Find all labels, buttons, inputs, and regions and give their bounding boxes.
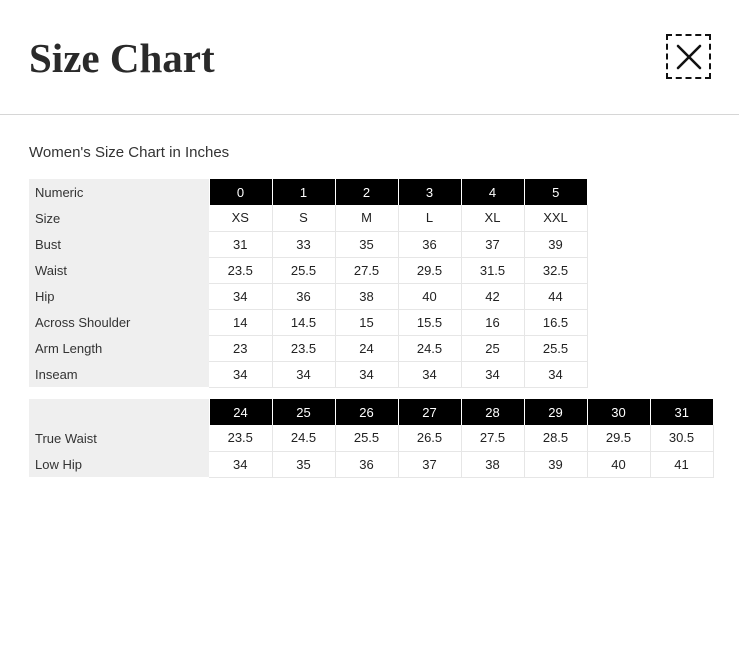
table-row xyxy=(29,309,587,335)
modal-header xyxy=(0,0,739,115)
chart-subtitle: Women's Size Chart in Inches xyxy=(29,144,230,161)
table-cell: 37 xyxy=(398,451,461,477)
size-table-waist xyxy=(29,399,714,478)
table-cell: 34 xyxy=(272,361,335,387)
column-header: 31 xyxy=(650,399,713,425)
row-label: Low Hip xyxy=(29,451,209,477)
table-cell: 14 xyxy=(209,309,272,335)
column-header: 1 xyxy=(272,179,335,205)
table-cell: 42 xyxy=(461,283,524,309)
table-cell: 24 xyxy=(335,335,398,361)
table-cell: 35 xyxy=(335,231,398,257)
table-cell: 33 xyxy=(272,231,335,257)
table-cell: 34 xyxy=(209,451,272,477)
table-row xyxy=(29,283,587,309)
table-cell: 40 xyxy=(587,451,650,477)
table-cell: 25.5 xyxy=(524,335,587,361)
table-cell: XXL xyxy=(524,205,587,231)
row-label: True Waist xyxy=(29,425,209,451)
row-label: Waist xyxy=(29,257,209,283)
table-row xyxy=(29,231,587,257)
table-cell: 25.5 xyxy=(272,257,335,283)
table-cell: 24.5 xyxy=(398,335,461,361)
table-cell: 28.5 xyxy=(524,425,587,451)
row-label: Inseam xyxy=(29,361,209,387)
table-row xyxy=(29,335,587,361)
table-header-label: Numeric xyxy=(29,179,209,205)
table-cell: 38 xyxy=(335,283,398,309)
table-cell: 16.5 xyxy=(524,309,587,335)
close-button[interactable] xyxy=(666,34,711,79)
table-cell: L xyxy=(398,205,461,231)
table-cell: S xyxy=(272,205,335,231)
table-cell: 25 xyxy=(461,335,524,361)
table-cell: 34 xyxy=(398,361,461,387)
table-cell: 36 xyxy=(272,283,335,309)
column-header: 2 xyxy=(335,179,398,205)
table-cell: 23.5 xyxy=(272,335,335,361)
column-header: 25 xyxy=(272,399,335,425)
table-cell: 39 xyxy=(524,451,587,477)
table-header-row xyxy=(29,179,587,205)
table-row xyxy=(29,451,713,477)
table-cell: 36 xyxy=(335,451,398,477)
table-cell: 23.5 xyxy=(209,257,272,283)
column-header: 5 xyxy=(524,179,587,205)
table-cell: 29.5 xyxy=(587,425,650,451)
row-label: Across Shoulder xyxy=(29,309,209,335)
table-cell: 32.5 xyxy=(524,257,587,283)
table-cell: 44 xyxy=(524,283,587,309)
table-cell: 23.5 xyxy=(209,425,272,451)
row-label: Hip xyxy=(29,283,209,309)
table-cell: 34 xyxy=(209,283,272,309)
table-cell: 27.5 xyxy=(461,425,524,451)
table-cell: 29.5 xyxy=(398,257,461,283)
table-header-row xyxy=(29,399,713,425)
table-row xyxy=(29,361,587,387)
row-label: Bust xyxy=(29,231,209,257)
table-cell: M xyxy=(335,205,398,231)
table-cell: 37 xyxy=(461,231,524,257)
table-cell: 15 xyxy=(335,309,398,335)
table-cell: 34 xyxy=(209,361,272,387)
table-cell: 40 xyxy=(398,283,461,309)
size-table-numeric xyxy=(29,179,588,388)
table-cell: 15.5 xyxy=(398,309,461,335)
column-header: 3 xyxy=(398,179,461,205)
table-row xyxy=(29,425,713,451)
table-cell: 39 xyxy=(524,231,587,257)
table-cell: 31.5 xyxy=(461,257,524,283)
table-row xyxy=(29,205,587,231)
column-header: 4 xyxy=(461,179,524,205)
page-title: Size Chart xyxy=(29,35,215,81)
table-cell: XS xyxy=(209,205,272,231)
table-cell: 27.5 xyxy=(335,257,398,283)
table-cell: 14.5 xyxy=(272,309,335,335)
table-cell: 24.5 xyxy=(272,425,335,451)
table-cell: XL xyxy=(461,205,524,231)
column-header: 29 xyxy=(524,399,587,425)
table-cell: 31 xyxy=(209,231,272,257)
table-cell: 34 xyxy=(524,361,587,387)
table-cell: 16 xyxy=(461,309,524,335)
column-header: 28 xyxy=(461,399,524,425)
table-header-label xyxy=(29,399,209,425)
table-cell: 38 xyxy=(461,451,524,477)
table-cell: 26.5 xyxy=(398,425,461,451)
table-cell: 36 xyxy=(398,231,461,257)
table-cell: 23 xyxy=(209,335,272,361)
table-row xyxy=(29,257,587,283)
row-label: Size xyxy=(29,205,209,231)
column-header: 30 xyxy=(587,399,650,425)
close-icon xyxy=(675,43,703,71)
column-header: 27 xyxy=(398,399,461,425)
column-header: 0 xyxy=(209,179,272,205)
table-cell: 41 xyxy=(650,451,713,477)
table-cell: 35 xyxy=(272,451,335,477)
table-cell: 30.5 xyxy=(650,425,713,451)
row-label: Arm Length xyxy=(29,335,209,361)
table-cell: 34 xyxy=(335,361,398,387)
column-header: 26 xyxy=(335,399,398,425)
column-header: 24 xyxy=(209,399,272,425)
table-cell: 34 xyxy=(461,361,524,387)
table-cell: 25.5 xyxy=(335,425,398,451)
